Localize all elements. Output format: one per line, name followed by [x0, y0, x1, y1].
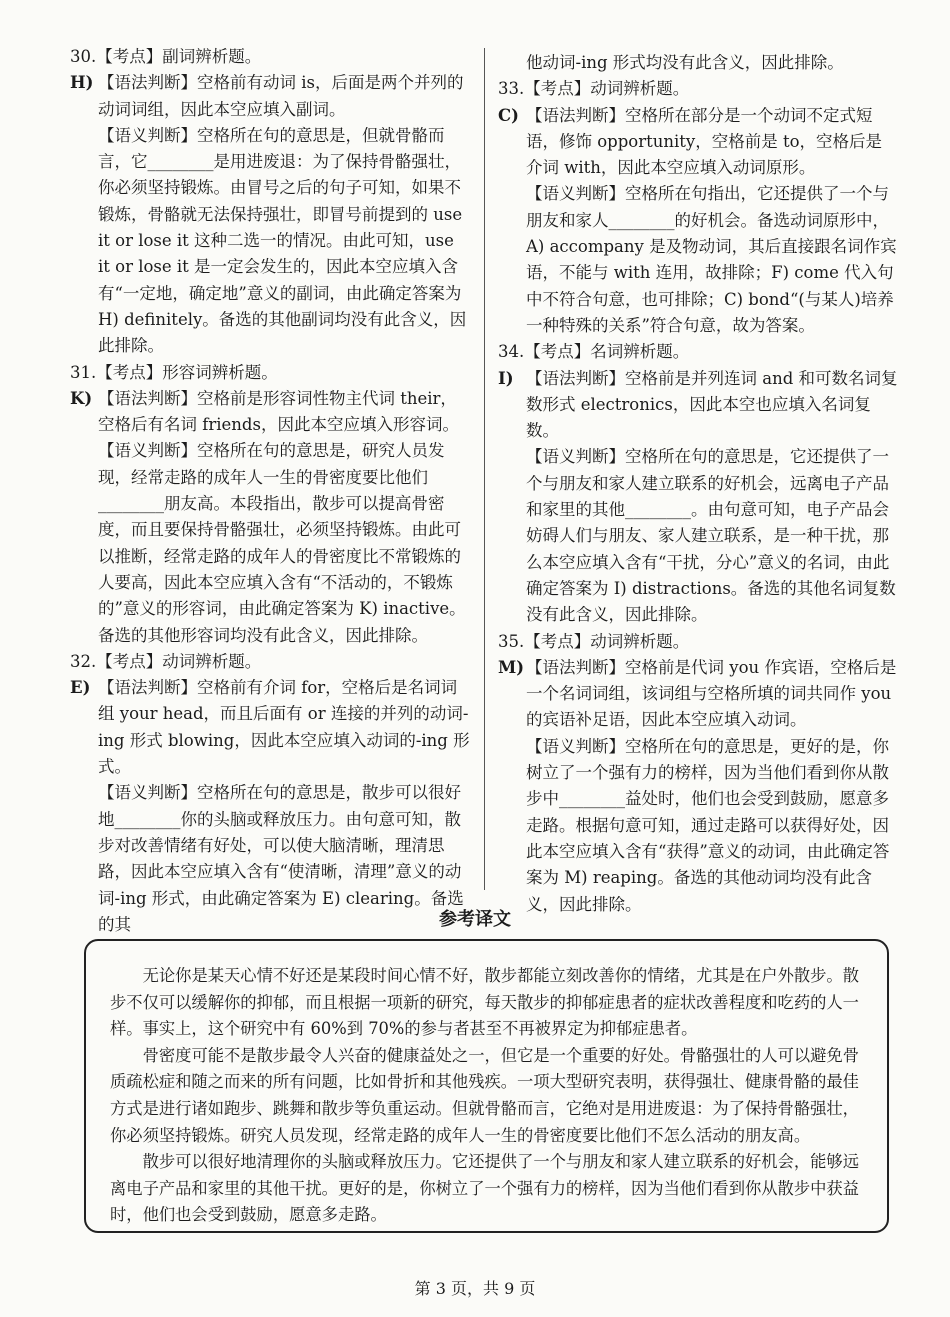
answer-letter: C): [498, 105, 519, 125]
question-heading: [498, 339, 898, 365]
block-text: 34.【考点】名词辨析题。: [498, 342, 690, 362]
answer-item: [70, 675, 470, 780]
block-text: 33.【考点】动词辨析题。: [498, 79, 690, 99]
answer-item: [498, 103, 898, 182]
answer-letter: H): [70, 73, 94, 93]
question-heading: [70, 360, 470, 386]
translation-paragraph-1: 无论你是某天心情不好还是某段时间心情不好，散步都能立刻改善你的情绪，尤其是在户外散步。散步不仅可以缓解你的抑郁，而且根据一项新的研究，每天散步的抑郁症患者的症状改善程度和吃药的人一样。事实上，这个研究中有 60%到 70%的参与者甚至不再被界定为抑郁症患者。: [110, 966, 859, 1039]
answer-item: [70, 386, 470, 439]
answer-letter: M): [498, 657, 525, 677]
block-text: 【语义判断】空格所在句的意思是，它还提供了一个与朋友和家人建立联系的好机会，远离电子产品和家里的其他________。由句意可知，电子产品会妨碍人们与朋友、家人建立联系，是一种干扰，那么本空应填入含有“干扰，分心”意义的名词，由此确定答案为 I) distractions。备选的其他名词复数没有此含义，因此排除。: [526, 447, 896, 625]
translation-paragraph-3: 散步可以很好地清理你的头脑或释放压力。它还提供了一个与朋友和家人建立联系的好机会，能够远离电子产品和家里的其他干扰。更好的是，你树立了一个强有力的榜样，因为当他们看到你从散步中获益时，他们也会受到鼓励，愿意多走路。: [110, 1152, 859, 1225]
block-text: 【语法判断】空格前是代词 you 作宾语，空格后是一个名词词组，该词组与空格所填的词共同作 you 的宾语补足语，因此本空应填入动词。: [526, 657, 897, 730]
block-text: 【语法判断】空格前有动词 is，后面是两个并列的动词词组，因此本空应填入副词。: [98, 73, 464, 119]
block-text: 【语义判断】空格所在句的意思是，更好的是，你树立了一个强有力的榜样，因为当他们看到你从散步中________益处时，他们也会受到鼓励，愿意多走路。根据句意可知，通过走路可以获得好处，因此本空应填入含有“获得”意义的动词，由此确定答案为 M) reaping。备选的其他动词均没有此含义，因此排除。: [526, 736, 890, 914]
column-divider: [484, 48, 485, 890]
question-heading: [498, 76, 898, 102]
block-text: 【语法判断】空格前有介词 for，空格后是名词词组 your head，而且后面有 or 连接的并列的动词-ing 形式 blowing，因此本空应填入动词的-ing 形式。: [98, 678, 470, 777]
explanation-paragraph: [498, 181, 898, 339]
answer-item: [70, 70, 470, 123]
explanation-paragraph: [70, 438, 470, 648]
answer-item: [498, 366, 898, 445]
block-text: 【语义判断】空格所在句指出，它还提供了一个与朋友和家人________的好机会。备选动词原形中，A) accompany 是及物动词，其后直接跟名词作宾语，不能与 with 连用，故排除；F) come 代入句中不符合句意，也可排除；C) bond“(与某人)培养一种特殊的关系”符合句意，故为答案。: [526, 184, 897, 335]
block-text: 【语法判断】空格前是形容词性物主代词 their，空格后有名词 friends，因此本空应填入形容词。: [98, 388, 459, 435]
question-heading: [498, 629, 898, 655]
block-text: 【语义判断】空格所在句的意思是，但就骨骼而言，它________是用进废退：为了保持骨骼强壮，你必须坚持锻炼。由冒号之后的句子可知，如果不锻炼，骨骼就无法保持强壮，即冒号前提到的 use it or lose it 这种二选一的情况。由此可知，use it or lose it 是一定会发生的，因此本空应填入含有“一定地，确定地”意义的副词，由此确定答案为 H) definitely。备选的其他副词均没有此含义，因此排除。: [98, 125, 467, 356]
answer-letter: E): [70, 678, 91, 698]
answer-letter: I): [498, 368, 514, 388]
block-text: 【语义判断】空格所在句的意思是，研究人员发现，经常走路的成年人一生的骨密度要比他们________朋友高。本段指出，散步可以提高骨密度，而且要保持骨骼强壮，必须坚持锻炼。由此可以推断，经常走路的成年人的骨密度比不常锻炼的人要高，因此本空应填入含有“不活动的，不锻炼的”意义的形容词，由此确定答案为 K) inactive。备选的其他形容词均没有此含义，因此排除。: [98, 441, 466, 645]
question-heading: [70, 649, 470, 675]
translation-box: [84, 939, 889, 1233]
left-column: [70, 44, 470, 938]
translation-title: 参考译文: [439, 909, 511, 930]
block-text: 31.【考点】形容词辨析题。: [70, 362, 278, 382]
explanation-paragraph: [70, 123, 470, 360]
block-text: 【语法判断】空格所在部分是一个动词不定式短语，修饰 opportunity，空格前是 to，空格后是介词 with，因此本空应填入动词原形。: [526, 105, 883, 178]
page-footer: 第 3 页，共 9 页: [414, 1279, 536, 1298]
right-column: [498, 50, 898, 918]
explanation-paragraph: [498, 444, 898, 628]
block-text: 30.【考点】副词辨析题。: [70, 47, 262, 66]
explanation-paragraph: [498, 734, 898, 918]
explanation-paragraph: [498, 50, 898, 76]
question-heading: [70, 44, 470, 70]
block-text: 32.【考点】动词辨析题。: [70, 651, 262, 671]
block-text: 【语义判断】空格所在句的意思是，散步可以很好地________你的头脑或释放压力。由句意可知，散步对改善情绪有好处，可以使大脑清晰，理清思路，因此本空应填入含有“使清晰，清理”意义的动词-ing 形式，由此确定答案为 E) clearing。备选的其: [98, 783, 464, 934]
answer-letter: K): [70, 388, 93, 408]
block-text: 【语法判断】空格前是并列连词 and 和可数名词复数形式 electronics，因此本空也应填入名词复数。: [526, 368, 898, 441]
block-text: 35.【考点】动词辨析题。: [498, 631, 690, 651]
block-text: 他动词-ing 形式均没有此含义，因此排除。: [526, 53, 844, 72]
answer-item: [498, 655, 898, 734]
translation-paragraph-2: 骨密度可能不是散步最令人兴奋的健康益处之一，但它是一个重要的好处。骨骼强壮的人可以避免骨质疏松症和随之而来的所有问题，比如骨折和其他残疾。一项大型研究表明，获得强壮、健康骨骼的最佳方式是进行诸如跑步、跳舞和散步等负重运动。但就骨骼而言，它绝对是用进废退：为了保持骨骼强壮，你必须坚持锻炼。研究人员发现，经常走路的成年人一生的骨密度要比他们不怎么活动的朋友高。: [110, 1045, 859, 1145]
